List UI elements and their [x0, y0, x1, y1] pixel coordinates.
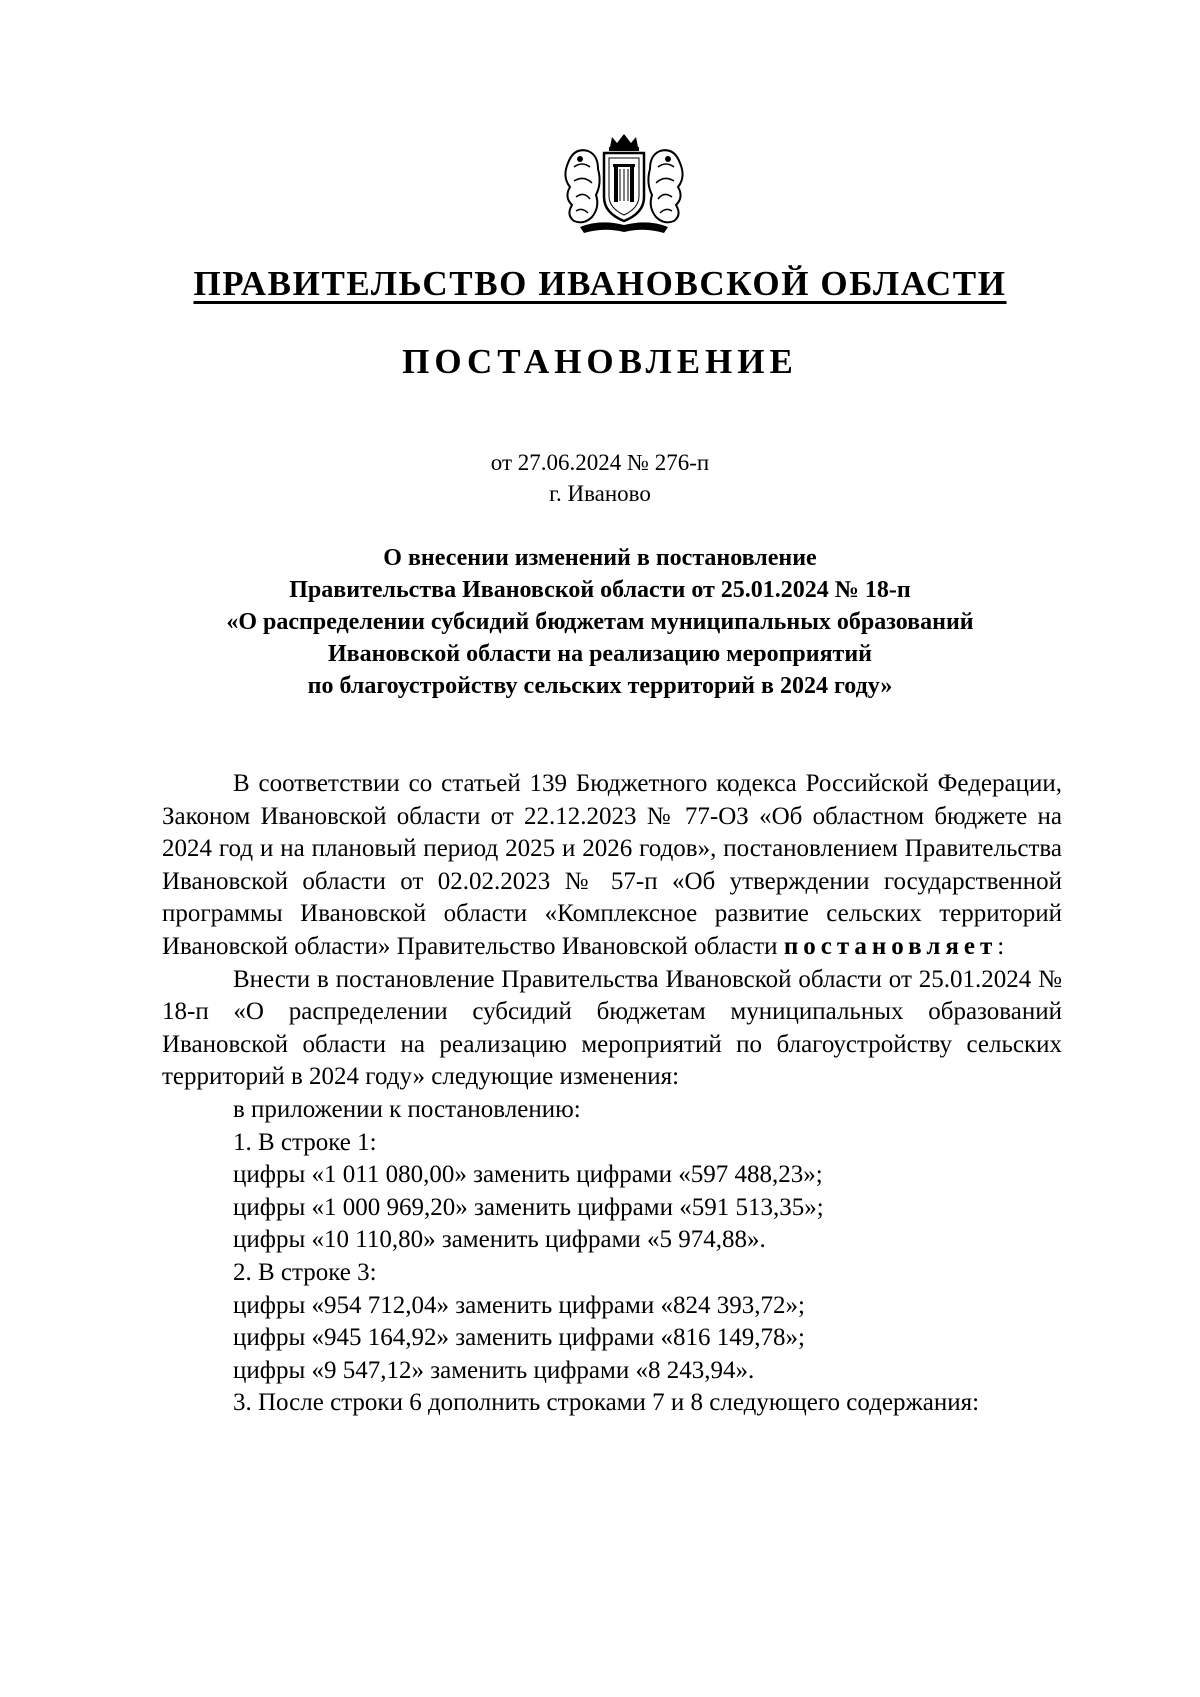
list-item: цифры «1 000 969,20» заменить цифрами «591 513,35»;: [233, 1193, 824, 1221]
list-item: цифры «1 011 080,00» заменить цифрами «597 488,23»;: [233, 1161, 823, 1189]
paragraph-addition: 3. После строки 6 дополнить строками 7 и 8 следующего содержания:: [233, 1389, 980, 1417]
preamble-text: В соответствии со статьей 139 Бюджетного кодекса Российской Федерации, Законом Ивановской области от 22.12.2023 № 77-ОЗ «Об областном бюджете на 2024 год и на плановый период 2025 и 2026 годов», постановлением Правительства Ивановской области от 02.02.2023 № 57-п «Об утверждении государственной программы Ивановской области «Комплексное развитие сельских территорий Ивановской области» Правительство Ивановской области: [162, 770, 1062, 960]
list-item: цифры «10 110,80» заменить цифрами «5 974,88».: [233, 1226, 766, 1254]
organization-title-text: ПРАВИТЕЛЬСТВО ИВАНОВСКОЙ ОБЛАСТИ: [193, 264, 1007, 303]
list-item: в приложении к постановлению:: [233, 1095, 581, 1123]
list-item: 1. В строке 1:: [233, 1128, 377, 1156]
subject-line: по благоустройству сельских территорий в 2024 году»: [307, 673, 893, 699]
list-item: цифры «954 712,04» заменить цифрами «824 393,72»;: [233, 1291, 805, 1319]
document-body: [162, 768, 1062, 1420]
subject-line: «О распределении субсидий бюджетам муниципальных образований: [226, 609, 974, 635]
organization-title: [0, 262, 1200, 306]
document-meta: [0, 447, 1200, 509]
list-item: 2. В строке 3:: [233, 1258, 377, 1286]
decree-word: постановляет: [783, 932, 998, 960]
document-type: ПОСТАНОВЛЕНИЕ: [402, 342, 798, 381]
list-item: цифры «9 547,12» заменить цифрами «8 243,94».: [233, 1356, 755, 1384]
subject-line: Ивановской области на реализацию мероприятий: [328, 641, 872, 667]
paragraph-amendment: Внести в постановление Правительства Ивановской области от 25.01.2024 № 18-п «О распределении субсидий бюджетам муниципальных образований Ивановской области на реализацию мероприятий по благоустройству сельских территорий в 2024 году» следующие изменения:: [162, 965, 1062, 1091]
date-number: от 27.06.2024 № 276-п: [490, 450, 710, 475]
subject-line: Правительства Ивановской области от 25.01.2024 № 18-п: [289, 577, 911, 603]
list-item: цифры «945 164,92» заменить цифрами «816 149,78»;: [233, 1324, 805, 1352]
decree-colon: :: [997, 932, 1005, 960]
subject-line: О внесении изменений в постановление: [383, 545, 817, 571]
paragraph-preamble: [162, 768, 1062, 964]
city: г. Иваново: [549, 481, 651, 506]
ivanovo-oblast-coat-of-arms-icon: [560, 133, 688, 236]
document-subject: [150, 542, 1050, 702]
